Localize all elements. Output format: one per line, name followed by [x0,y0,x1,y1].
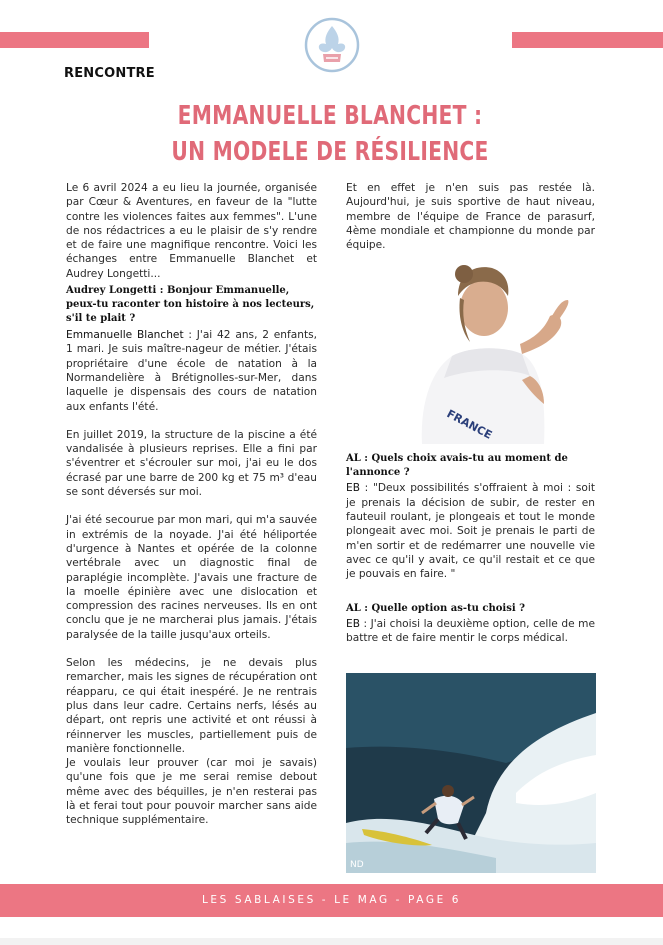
right-paragraph-1: Et en effet je n'en suis pas restée là. Aujourd'hui, je suis sportive de haut niveau, membre de l'équipe de France de parasurf, 4ème mondiale et championne du monde par équipe. [346,182,595,252]
answer-3-text: : J'ai choisi la deuxième option, celle de me battre et de faire mentir le corps médical. [346,617,595,644]
question-2: AL : Quels choix avais-tu au moment de l'annonce ? [346,453,568,479]
paragraph-2: En juillet 2019, la structure de la piscine a été vandalisée à plusieurs reprises. Elle a fini par s'éventrer et s'écrouler sur moi, j'ai eu le dos écrasé par une barre de 200 kg et 75 m³ d'eau se sont déversés sur moi. [66,428,317,499]
shirt-text: FRANCE [444,407,495,442]
left-column [66,181,317,828]
paragraph-5: Je voulais leur prouver (car moi je savais) qu'une fois que je me serai remise debout même avec des béquilles, je n'en resterai pas là et ferai tout pour pouvoir marcher sans aide technique supplémentaire. [66,757,317,827]
magazine-logo-icon [302,14,362,76]
question-1: Audrey Longetti : Bonjour Emmanuelle, peux-tu raconter ton histoire à nos lecteurs, s'il te plait ? [66,285,315,325]
article-title-line-1: EMMANUELLE BLANCHET : [177,101,483,131]
page-footer: LES SABLAISES - LE MAG - PAGE 6 [0,884,663,917]
article-title-line-2: UN MODELE DE RÉSILIENCE [171,137,489,167]
bottom-strip [0,938,663,945]
answer-2-text: : "Deux possibilités s'offraient à moi : soit je prenais la décision de subir, de rester en fauteuil roulant, je plongeais et tout le monde plongeait avec moi. Soit je prenais le parti de m'en sortir et de redémarrer une nouvelle vie avec ce qu'il y avait, ce qu'il restait et ce que je pouvais en faire. " [346,482,595,581]
athlete-portrait-photo [412,256,572,444]
question-3: AL : Quelle option as-tu choisi ? [346,602,525,614]
answer-3 [346,617,595,646]
intro-paragraph: Le 6 avril 2024 a eu lieu la journée, organisée par Cœur & Aventures, en faveur de la "lutte contre les violences faites aux femmes". L'une de nos rédactrices a eu le plaisir de s'y rendre et de faire une magnifique rencontre. Voici les échanges entre Emmanuelle Blanchet et Audrey Longetti... [66,182,317,280]
paragraph-4: Selon les médecins, je ne devais plus remarcher, mais les signes de récupération ont réapparu, ce qui était inespéré. Je ne rentrais plus dans leur cadre. Certains nerfs, lésés au départ, ont repris une activité et ont réussi à réinnerver les muscles, partiellement puis de manière fonctionnelle. [66,657,317,755]
answer-1 [66,328,317,414]
top-accent-bar-right [512,32,663,48]
answer-1-speaker: Emmanuelle Blanchet [66,329,184,342]
answer-3-speaker: EB [346,617,360,630]
answer-1-text: : J'ai 42 ans, 2 enfants, 1 mari. Je suis maître-nageur de métier. J'étais propriétaire d'une école de natation à la Normandelière à Brétignolles-sur-Mer, dans laquelle je dispensais des cours de natation aux enfants l'été. [66,329,317,413]
photo-credit: ND [350,860,364,870]
answer-2 [346,481,595,581]
top-accent-bar-left [0,32,149,48]
section-label: RENCONTRE [64,66,155,81]
parasurf-action-photo [346,673,596,873]
paragraph-3: J'ai été secourue par mon mari, qui m'a sauvée in extrémis de la noyade. J'ai été héliportée d'urgence à Nantes et opérée de la colonne vertébrale avec un diagnostic final de paraplégie incomplète. J'avais une fracture de la moelle épinière avec une dislocation et compression des racines nerveuses. Ils en ont conclu que je ne marcherai plus jamais. J'étais paralysée de la taille jusqu'aux orteils. [66,514,317,641]
answer-2-speaker: EB [346,482,360,495]
